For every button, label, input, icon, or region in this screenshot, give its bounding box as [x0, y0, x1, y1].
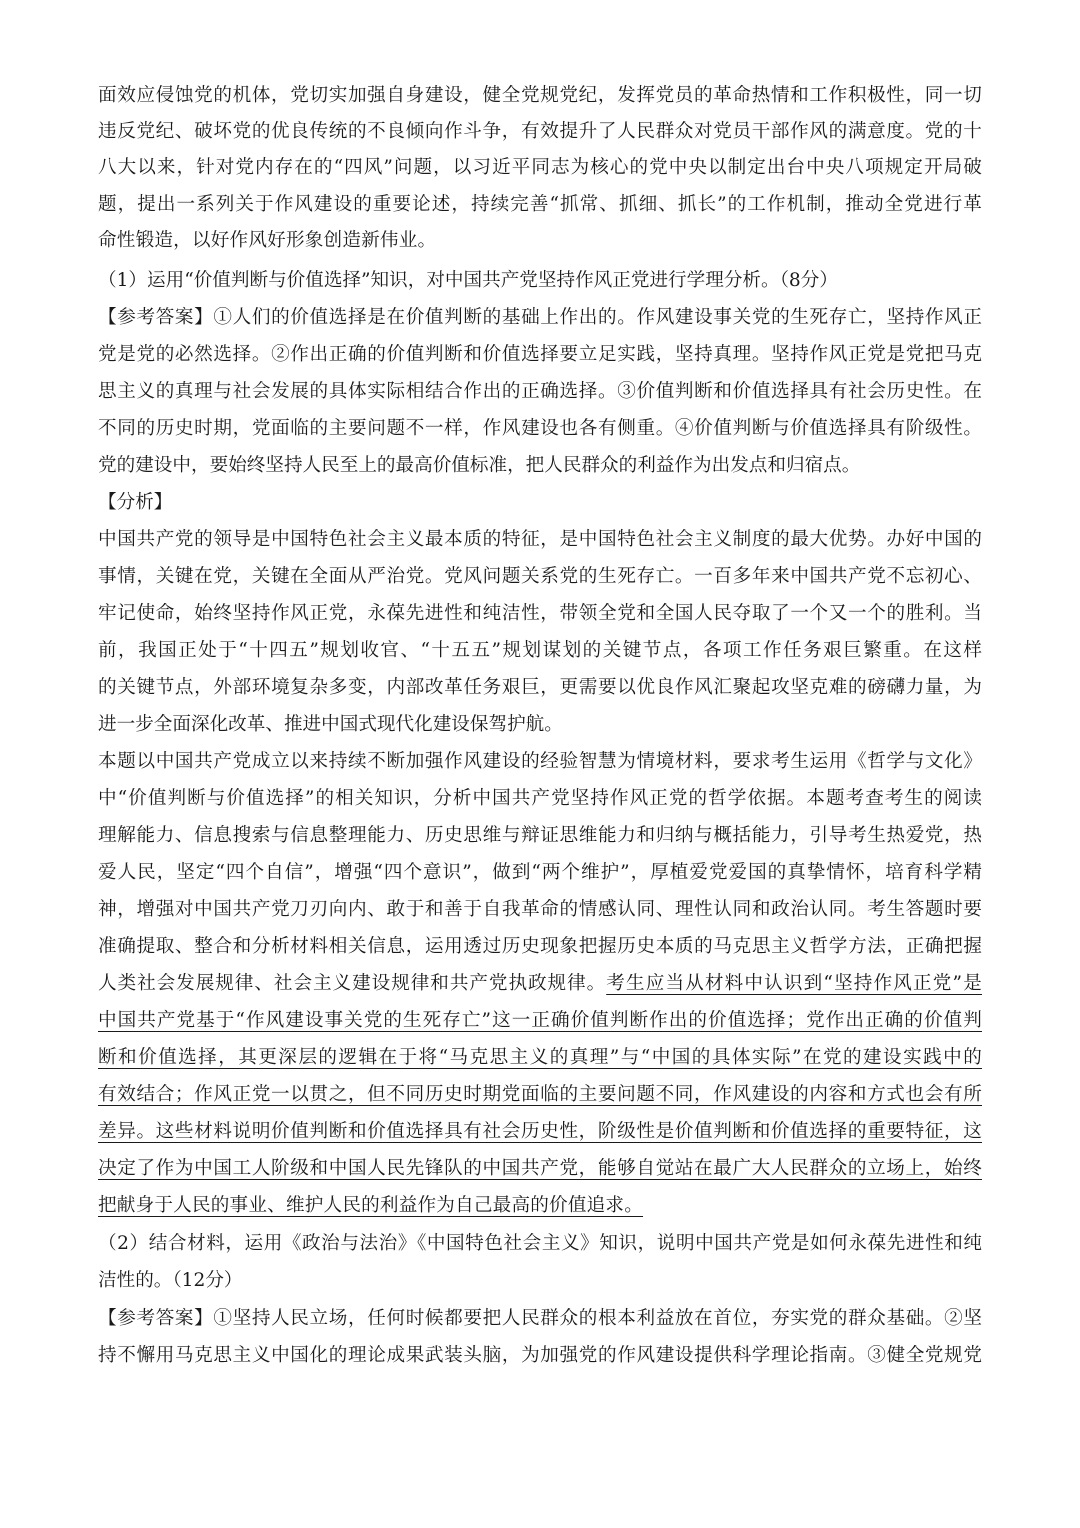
answer-line: 持不懈用马克思主义中国化的理论成果武装头脑，为加强党的作风建设提供科学理论指南。③健全党规党	[98, 1345, 982, 1366]
material-line: 命性锻造，以好作风好形象创造新伟业。	[98, 230, 437, 251]
underlined-line	[98, 1151, 982, 1187]
analysis-line: 牢记使命，始终坚持作风正党，永葆先进性和纯洁性，带领全党和全国人民夺取了一个又一个的胜利。当	[98, 603, 982, 624]
answer-line: 党的建设中，要始终坚持人民至上的最高价值标准，把人民群众的利益作为出发点和归宿点。	[98, 455, 861, 476]
analysis-mixed-line	[98, 966, 982, 1002]
material-line: 题，提出一系列关于作风建设的重要论述，持续完善“抓常、抓细、抓长”的工作机制，推动全党进行革	[98, 194, 982, 215]
underlined-line	[98, 1003, 982, 1039]
underlined-text: 断和价值选择，其更深层的逻辑在于将“马克思主义的真理”与“中国的具体实际”在党的建设实践中的	[98, 1047, 982, 1068]
underlined-text: 中国共产党基于“作风建设事关党的生死存亡”这一正确价值判断作出的价值选择；党作出正确的价值判	[98, 1010, 982, 1031]
question-2: （2）结合材料，运用《政治与法治》《中国特色社会主义》知识，说明中国共产党是如何永葆先进性和纯	[98, 1233, 982, 1254]
answer-line: 党是党的必然选择。②作出正确的价值判断和价值选择要立足实践，坚持真理。坚持作风正党是党把马克	[98, 344, 982, 365]
underlined-line	[98, 1077, 982, 1113]
underlined-text: 把献身于人民的事业、维护人民的利益作为自己最高的价值追求。	[98, 1195, 644, 1216]
analysis-line: 的关键节点，外部环境复杂多变，内部改革任务艰巨，更需要以优良作风汇聚起攻坚克难的磅礴力量，为	[98, 677, 982, 698]
analysis-heading: 【分析】	[98, 492, 173, 513]
analysis-line: 神，增强对中国共产党刀刃向内、敢于和善于自我革命的情感认同、理性认同和政治认同。考生答题时要	[98, 899, 982, 920]
answer-line: 【参考答案】①坚持人民立场，任何时候都要把人民群众的根本利益放在首位，夯实党的群众基础。②坚	[98, 1308, 982, 1329]
material-line: 违反党纪、破坏党的优良传统的不良倾向作斗争，有效提升了人民群众对党员干部作风的满意度。党的十	[98, 121, 982, 142]
material-line: 八大以来，针对党内存在的“四风”问题，以习近平同志为核心的党中央以制定出台中央八项规定开局破	[98, 157, 982, 178]
analysis-underlined-segment: 考生应当从材料中认识到“坚持作风正党”是	[606, 973, 982, 994]
material-line: 面效应侵蚀党的机体，党切实加强自身建设，健全党规党纪，发挥党员的革命热情和工作积极性，同一切	[98, 85, 982, 106]
answer-line: 【参考答案】①人们的价值选择是在价值判断的基础上作出的。作风建设事关党的生死存亡，坚持作风正	[98, 307, 982, 328]
analysis-line: 理解能力、信息搜索与信息整理能力、历史思维与辩证思维能力和归纳与概括能力，引导考生热爱党，热	[98, 825, 982, 846]
underlined-text: 差异。这些材料说明价值判断和价值选择具有社会历史性，阶级性是价值判断和价值选择的重要特征，这	[98, 1121, 982, 1142]
analysis-line: 准确提取、整合和分析材料相关信息，运用透过历史现象把握历史本质的马克思主义哲学方法，正确把握	[98, 936, 982, 957]
analysis-line: 前，我国正处于“十四五”规划收官、“十五五”规划谋划的关键节点，各项工作任务艰巨繁重。在这样	[98, 640, 982, 661]
underlined-line	[98, 1040, 982, 1076]
underlined-text: 有效结合；作风正党一以贯之，但不同历史时期党面临的主要问题不同，作风建设的内容和方式也会有所	[98, 1084, 982, 1105]
analysis-line: 中“价值判断与价值选择”的相关知识，分析中国共产党坚持作风正党的哲学依据。本题考查考生的阅读	[98, 788, 982, 809]
answer-line: 不同的历史时期，党面临的主要问题不一样，作风建设也各有侧重。④价值判断与价值选择具有阶级性。	[98, 418, 982, 439]
question-2: 洁性的。（12分）	[98, 1270, 243, 1291]
underlined-line	[98, 1188, 982, 1224]
answer-line: 思主义的真理与社会发展的具体实际相结合作出的正确选择。③价值判断和价值选择具有社会历史性。在	[98, 381, 982, 402]
underlined-line	[98, 1114, 982, 1150]
analysis-line: 进一步全面深化改革、推进中国式现代化建设保驾护航。	[98, 714, 563, 735]
analysis-line: 事情，关键在党，关键在全面从严治党。党风问题关系党的生死存亡。一百多年来中国共产党不忘初心、	[98, 566, 982, 587]
underlined-text: 决定了作为中国工人阶级和中国人民先锋队的中国共产党，能够自觉站在最广大人民群众的立场上，始终	[98, 1158, 982, 1179]
question-1: （1）运用“价值判断与价值选择”知识，对中国共产党坚持作风正党进行学理分析。（8分）	[98, 270, 838, 291]
analysis-line: 爱人民，坚定“四个自信”，增强“四个意识”，做到“两个维护”，厚植爱党爱国的真挚情怀，培育科学精	[98, 862, 982, 883]
analysis-plain-segment: 人类社会发展规律、社会主义建设规律和共产党执政规律。	[98, 973, 607, 994]
analysis-line: 本题以中国共产党成立以来持续不断加强作风建设的经验智慧为情境材料，要求考生运用《哲学与文化》	[98, 751, 982, 772]
analysis-line: 中国共产党的领导是中国特色社会主义最本质的特征，是中国特色社会主义制度的最大优势。办好中国的	[98, 529, 982, 550]
